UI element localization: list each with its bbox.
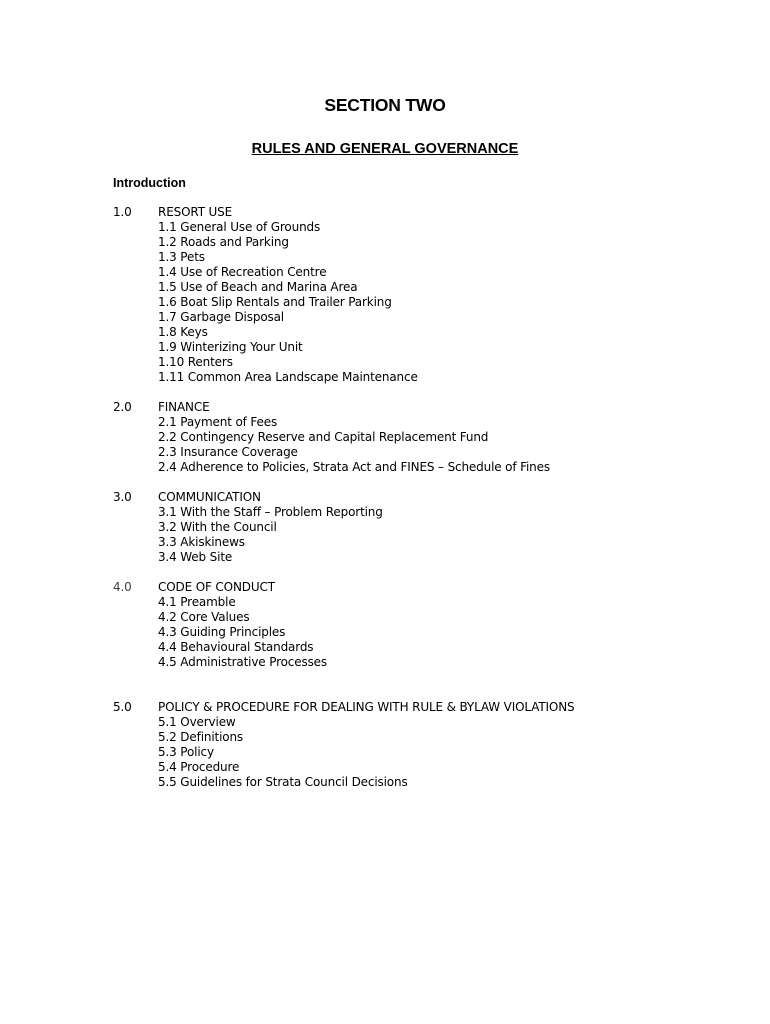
toc-item: 2.2 Contingency Reserve and Capital Replacement Fund [158, 430, 489, 444]
section-heading: RESORT USE [158, 205, 233, 219]
section-body [158, 700, 733, 790]
toc-item: 3.1 With the Staff – Problem Reporting [158, 505, 383, 519]
document-subtitle: RULES AND GENERAL GOVERNANCE [251, 141, 519, 157]
section-heading: COMMUNICATION [158, 490, 261, 504]
toc-item: 1.5 Use of Beach and Marina Area [158, 280, 358, 294]
section-body [158, 400, 733, 475]
toc-item: 1.1 General Use of Grounds [158, 220, 321, 234]
toc-item: 1.4 Use of Recreation Centre [158, 265, 327, 279]
section-number: 4.0 [113, 580, 132, 594]
toc-item: 3.4 Web Site [158, 550, 233, 564]
toc-item: 1.9 Winterizing Your Unit [158, 340, 303, 354]
section-number: 1.0 [113, 205, 132, 219]
table-of-contents [113, 205, 733, 790]
toc-item: 3.3 Akiskinews [158, 535, 245, 549]
toc-section [113, 700, 733, 790]
toc-section [113, 400, 733, 475]
toc-item: 2.1 Payment of Fees [158, 415, 278, 429]
toc-item: 1.8 Keys [158, 325, 208, 339]
toc-item: 3.2 With the Council [158, 520, 277, 534]
section-number: 2.0 [113, 400, 132, 414]
toc-item: 1.11 Common Area Landscape Maintenance [158, 370, 418, 384]
toc-item: 1.6 Boat Slip Rentals and Trailer Parking [158, 295, 392, 309]
section-body [158, 580, 733, 670]
toc-item: 4.2 Core Values [158, 610, 250, 624]
section-number: 5.0 [113, 700, 132, 714]
toc-item: 5.1 Overview [158, 715, 236, 729]
toc-item: 5.3 Policy [158, 745, 214, 759]
section-body [158, 490, 733, 565]
toc-item: 4.3 Guiding Principles [158, 625, 286, 639]
toc-item: 2.4 Adherence to Policies, Strata Act and FINES – Schedule of Fines [158, 460, 550, 474]
toc-item: 4.4 Behavioural Standards [158, 640, 314, 654]
toc-item: 2.3 Insurance Coverage [158, 445, 298, 459]
section-body [158, 205, 733, 385]
section-heading: CODE OF CONDUCT [158, 580, 275, 594]
toc-section [113, 205, 733, 385]
toc-item: 5.4 Procedure [158, 760, 240, 774]
toc-item: 5.5 Guidelines for Strata Council Decisions [158, 775, 408, 789]
toc-item: 1.7 Garbage Disposal [158, 310, 284, 324]
toc-section [113, 580, 733, 670]
toc-section [113, 490, 733, 565]
section-heading: POLICY & PROCEDURE FOR DEALING WITH RULE & BYLAW VIOLATIONS [158, 700, 575, 714]
introduction-heading: Introduction [113, 176, 186, 190]
toc-item: 4.5 Administrative Processes [158, 655, 328, 669]
section-number: 3.0 [113, 490, 132, 504]
section-title: SECTION TWO [324, 95, 446, 115]
toc-item: 4.1 Preamble [158, 595, 236, 609]
toc-item: 1.2 Roads and Parking [158, 235, 289, 249]
toc-item: 1.10 Renters [158, 355, 233, 369]
toc-item: 5.2 Definitions [158, 730, 244, 744]
section-heading: FINANCE [158, 400, 210, 414]
toc-item: 1.3 Pets [158, 250, 205, 264]
